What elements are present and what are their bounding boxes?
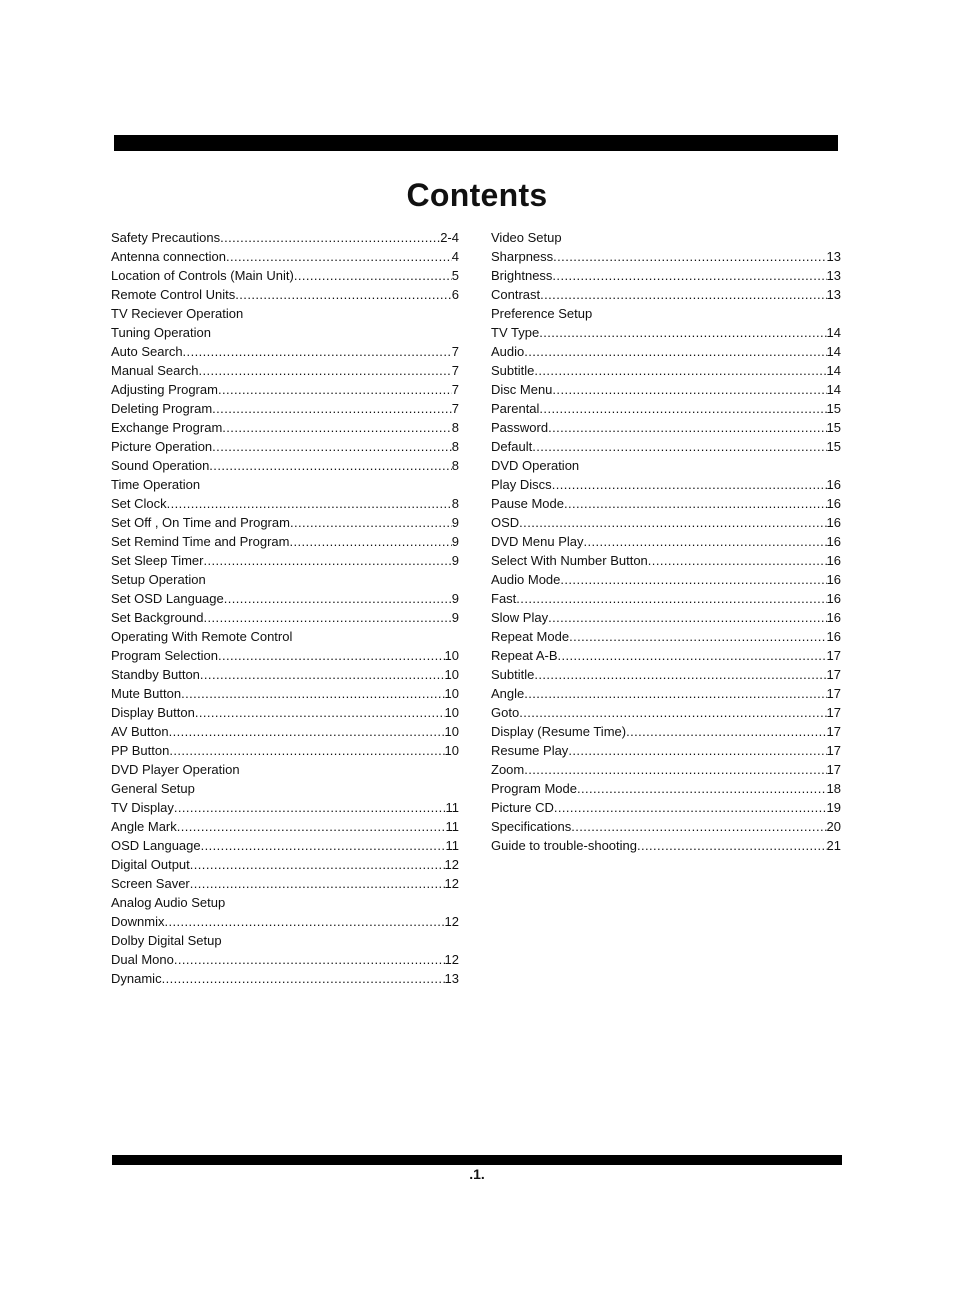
- toc-entry-page: 17: [826, 743, 841, 758]
- toc-leader-dots: [519, 513, 826, 532]
- toc-entry: [111, 266, 459, 285]
- toc-entry: [491, 513, 841, 532]
- toc-entry-label: Preference Setup: [491, 306, 593, 321]
- toc-entry: [491, 342, 841, 361]
- toc-entry-label: Angle Mark: [111, 819, 177, 834]
- toc-entry-page: 17: [826, 724, 841, 739]
- page-title: Contents: [406, 177, 548, 213]
- toc-entry-label: Antenna connection: [111, 249, 226, 264]
- toc-entry-page: 11: [445, 800, 459, 815]
- toc-entry-page: 10: [444, 667, 459, 682]
- toc-leader-dots: [190, 855, 445, 874]
- toc-left-column: [111, 228, 459, 988]
- toc-entry-label: Adjusting Program: [111, 382, 218, 397]
- toc-leader-dots: [532, 437, 826, 456]
- toc-entry: [111, 247, 459, 266]
- toc-leader-dots: [524, 342, 826, 361]
- toc-entry: [491, 266, 841, 285]
- toc-entry: [491, 570, 841, 589]
- toc-leader-dots: [212, 399, 452, 418]
- toc-entry-label: Picture CD: [491, 800, 554, 815]
- toc-leader-dots: [235, 285, 451, 304]
- toc-leader-dots: [539, 323, 826, 342]
- toc-entry: [111, 608, 459, 627]
- toc-entry-page: 16: [826, 534, 841, 549]
- toc-entry-label: Standby Button: [111, 667, 200, 682]
- toc-entry-label: Set Clock: [111, 496, 167, 511]
- toc-entry-page: 12: [444, 876, 459, 891]
- toc-leader-dots: [224, 589, 452, 608]
- toc-entry-page: 13: [444, 971, 459, 986]
- toc-entry-label: Guide to trouble-shooting: [491, 838, 637, 853]
- toc-leader-dots: [637, 836, 827, 855]
- toc-entry-label: Angle: [491, 686, 525, 701]
- toc-leader-dots: [212, 437, 452, 456]
- toc-entry-page: 12: [444, 914, 459, 929]
- toc-leader-dots: [524, 760, 826, 779]
- toc-leader-dots: [169, 722, 445, 741]
- toc-entry-label: Exchange Program: [111, 420, 223, 435]
- toc-entry-label: Pause Mode: [491, 496, 564, 511]
- toc-entry: [491, 380, 841, 399]
- toc-entry-page: 7: [451, 401, 459, 416]
- toc-entry-page: 16: [826, 629, 841, 644]
- toc-entry: [491, 247, 841, 266]
- toc-leader-dots: [169, 741, 444, 760]
- toc-entry-page: 10: [444, 743, 459, 758]
- toc-entry-label: Safety Precautions: [111, 230, 221, 245]
- toc-leader-dots: [648, 551, 827, 570]
- toc-entry-label: Goto: [491, 705, 520, 720]
- toc-entry-page: 19: [826, 800, 841, 815]
- toc-leader-dots: [519, 703, 826, 722]
- toc-entry-page: 16: [826, 496, 841, 511]
- toc-entry: [491, 418, 841, 437]
- toc-entry-page: 16: [826, 610, 841, 625]
- toc-entry: [491, 361, 841, 380]
- toc-leader-dots: [516, 589, 826, 608]
- toc-entry-label: Subtitle: [491, 363, 535, 378]
- toc-leader-dots: [553, 247, 826, 266]
- toc-entry: [491, 437, 841, 456]
- toc-entry-label: DVD Player Operation: [111, 762, 240, 777]
- toc-entry-label: Operating With Remote Control: [111, 629, 293, 644]
- toc-entry-label: Remote Control Units: [111, 287, 236, 302]
- toc-entry: [111, 342, 459, 361]
- toc-leader-dots: [534, 665, 826, 684]
- toc-entry: [111, 722, 459, 741]
- toc-entry-label: Set Sleep Timer: [111, 553, 204, 568]
- toc-entry: [491, 589, 841, 608]
- toc-section-heading: [111, 760, 459, 779]
- page-number: .1.: [469, 1166, 485, 1182]
- toc-entry-page: 9: [451, 534, 459, 549]
- toc-entry: [491, 665, 841, 684]
- toc-entry-label: Downmix: [111, 914, 165, 929]
- toc-entry-label: Specifications: [491, 819, 572, 834]
- toc-leader-dots: [524, 684, 826, 703]
- toc-entry-page: 10: [444, 686, 459, 701]
- toc-entry: [111, 703, 459, 722]
- toc-leader-dots: [181, 684, 444, 703]
- toc-entry: [111, 798, 459, 817]
- toc-entry-label: Deleting Program: [111, 401, 213, 416]
- toc-entry-label: Parental: [491, 401, 540, 416]
- toc-leader-dots: [218, 646, 445, 665]
- toc-entry: [491, 646, 841, 665]
- toc-entry: [491, 323, 841, 342]
- toc-entry-label: Password: [491, 420, 549, 435]
- toc-entry: [111, 589, 459, 608]
- toc-entry-label: Repeat A-B: [491, 648, 558, 663]
- toc-leader-dots: [568, 741, 826, 760]
- toc-entry-page: 13: [826, 268, 841, 283]
- toc-entry-page: 11: [445, 838, 459, 853]
- toc-leader-dots: [564, 494, 827, 513]
- toc-entry-page: 14: [826, 325, 841, 340]
- toc-entry: [111, 456, 459, 475]
- toc-entry: [111, 494, 459, 513]
- toc-entry-label: Analog Audio Setup: [111, 895, 226, 910]
- toc-entry-page: 13: [826, 287, 841, 302]
- toc-entry-page: 12: [444, 952, 459, 967]
- toc-entry-label: Play Discs: [491, 477, 552, 492]
- toc-entry: [111, 532, 459, 551]
- toc-entry-page: 17: [826, 705, 841, 720]
- toc-entry: [491, 760, 841, 779]
- toc-entry-page: 16: [826, 477, 841, 492]
- toc-leader-dots: [204, 551, 452, 570]
- toc-entry-label: Fast: [491, 591, 517, 606]
- toc-entry: [491, 475, 841, 494]
- toc-leader-dots: [548, 418, 826, 437]
- toc-entry-label: Zoom: [491, 762, 525, 777]
- toc-leader-dots: [226, 247, 452, 266]
- toc-entry-label: Auto Search: [111, 344, 183, 359]
- toc-leader-dots: [220, 228, 440, 247]
- toc-section-heading: [111, 893, 459, 912]
- toc-leader-dots: [534, 361, 826, 380]
- toc-entry-label: Audio: [491, 344, 525, 359]
- toc-leader-dots: [289, 532, 451, 551]
- toc-entry-label: Disc Menu: [491, 382, 553, 397]
- toc-entry-label: Set Remind Time and Program: [111, 534, 290, 549]
- toc-entry-label: PP Button: [111, 743, 170, 758]
- toc-leader-dots: [552, 380, 826, 399]
- toc-entry-label: Time Operation: [111, 477, 201, 492]
- toc-entry: [111, 741, 459, 760]
- toc-entry-label: OSD: [491, 515, 520, 530]
- toc-entry-label: Select With Number Button: [491, 553, 648, 568]
- toc-leader-dots: [209, 456, 451, 475]
- toc-leader-dots: [167, 494, 452, 513]
- toc-entry: [491, 551, 841, 570]
- toc-leader-dots: [198, 361, 451, 380]
- toc-entry-page: 12: [444, 857, 459, 872]
- toc-entry-page: 15: [826, 439, 841, 454]
- toc-entry-label: Resume Play: [491, 743, 569, 758]
- toc-entry-page: 7: [451, 344, 459, 359]
- toc-leader-dots: [218, 380, 452, 399]
- toc-leader-dots: [558, 646, 827, 665]
- toc-leader-dots: [626, 722, 826, 741]
- toc-leader-dots: [174, 798, 446, 817]
- toc-entry-label: Slow Play: [491, 610, 549, 625]
- toc-entry-page: 5: [451, 268, 459, 283]
- toc-leader-dots: [164, 912, 444, 931]
- toc-entry-label: Default: [491, 439, 533, 454]
- toc-entry-page: 9: [451, 591, 459, 606]
- toc-entry-page: 17: [826, 686, 841, 701]
- toc-entry-page: 4: [451, 249, 459, 264]
- toc-entry: [111, 969, 459, 988]
- toc-entry: [111, 551, 459, 570]
- toc-entry-page: 10: [444, 705, 459, 720]
- toc-leader-dots: [294, 266, 452, 285]
- toc-entry-label: Mute Button: [111, 686, 182, 701]
- toc-section-heading: [111, 627, 459, 646]
- footer-rule: [112, 1155, 842, 1165]
- toc-entry-page: 14: [826, 344, 841, 359]
- toc-entry-label: Set Background: [111, 610, 204, 625]
- toc-section-heading: [111, 570, 459, 589]
- toc-entry-label: Audio Mode: [491, 572, 561, 587]
- toc-entry: [111, 874, 459, 893]
- toc-entry-label: OSD Language: [111, 838, 201, 853]
- toc-entry-page: 15: [826, 420, 841, 435]
- toc-right-column: [491, 228, 841, 855]
- toc-entry-page: 9: [451, 553, 459, 568]
- toc-entry-page: 13: [826, 249, 841, 264]
- toc-entry-page: 16: [826, 553, 841, 568]
- toc-entry-page: 21: [826, 838, 841, 853]
- toc-entry-page: 18: [826, 781, 841, 796]
- toc-entry-page: 8: [451, 439, 459, 454]
- toc-leader-dots: [290, 513, 452, 532]
- toc-entry-page: 17: [826, 667, 841, 682]
- toc-entry-label: Sharpness: [491, 249, 554, 264]
- toc-entry-label: AV Button: [111, 724, 169, 739]
- toc-entry-page: 16: [826, 572, 841, 587]
- toc-entry: [111, 437, 459, 456]
- toc-entry: [111, 912, 459, 931]
- toc-leader-dots: [560, 570, 826, 589]
- toc-entry: [491, 494, 841, 513]
- toc-entry: [111, 817, 459, 836]
- toc-entry-page: 9: [451, 515, 459, 530]
- toc-entry-label: Picture Operation: [111, 439, 213, 454]
- toc-entry-label: Subtitle: [491, 667, 535, 682]
- toc-leader-dots: [204, 608, 452, 627]
- toc-entry: [491, 836, 841, 855]
- toc-entry-page: 14: [826, 363, 841, 378]
- toc-section-heading: [491, 304, 841, 323]
- toc-entry-label: TV Display: [111, 800, 174, 815]
- toc-entry: [111, 285, 459, 304]
- toc-leader-dots: [554, 798, 827, 817]
- toc-leader-dots: [174, 950, 445, 969]
- toc-leader-dots: [552, 266, 826, 285]
- toc-entry-page: 8: [451, 496, 459, 511]
- toc-entry-label: Repeat Mode: [491, 629, 570, 644]
- toc-entry-page: 7: [451, 363, 459, 378]
- toc-entry-page: 8: [451, 458, 459, 473]
- toc-entry-page: 14: [826, 382, 841, 397]
- toc-leader-dots: [552, 475, 827, 494]
- toc-entry: [111, 361, 459, 380]
- toc-entry: [111, 380, 459, 399]
- toc-entry-label: Program Mode: [491, 781, 577, 796]
- toc-entry-page: 17: [826, 648, 841, 663]
- toc-entry: [491, 285, 841, 304]
- toc-entry-label: Tuning Operation: [111, 325, 211, 340]
- toc-leader-dots: [201, 836, 446, 855]
- toc-entry-page: 9: [451, 610, 459, 625]
- toc-entry-page: 17: [826, 762, 841, 777]
- toc-section-heading: [491, 456, 841, 475]
- toc-entry: [111, 418, 459, 437]
- toc-leader-dots: [177, 817, 446, 836]
- toc-leader-dots: [577, 779, 827, 798]
- toc-leader-dots: [200, 665, 445, 684]
- toc-entry-label: Digital Output: [111, 857, 190, 872]
- toc-entry: [491, 532, 841, 551]
- toc-entry-label: Dolby Digital Setup: [111, 933, 222, 948]
- toc-leader-dots: [222, 418, 451, 437]
- toc-entry-label: Set OSD Language: [111, 591, 224, 606]
- toc-leader-dots: [195, 703, 445, 722]
- toc-entry-label: Contrast: [491, 287, 541, 302]
- toc-entry: [111, 646, 459, 665]
- toc-entry-label: Setup Operation: [111, 572, 206, 587]
- toc-leader-dots: [548, 608, 826, 627]
- toc-entry-label: TV Type: [491, 325, 540, 340]
- toc-entry: [491, 684, 841, 703]
- toc-section-heading: [111, 931, 459, 950]
- toc-leader-dots: [583, 532, 826, 551]
- toc-entry-label: Display Button: [111, 705, 195, 720]
- toc-entry: [111, 950, 459, 969]
- toc-entry-label: Program Selection: [111, 648, 218, 663]
- toc-entry: [491, 798, 841, 817]
- toc-entry-page: 15: [826, 401, 841, 416]
- toc-entry-label: Screen Saver: [111, 876, 190, 891]
- toc-section-heading: [111, 779, 459, 798]
- toc-entry: [491, 703, 841, 722]
- toc-entry-label: Dual Mono: [111, 952, 174, 967]
- toc-leader-dots: [569, 627, 826, 646]
- toc-entry: [491, 741, 841, 760]
- toc-entry-label: Set Off , On Time and Program: [111, 515, 290, 530]
- toc-leader-dots: [571, 817, 826, 836]
- toc-entry: [491, 399, 841, 418]
- toc-entry-page: 20: [826, 819, 841, 834]
- toc-entry: [491, 722, 841, 741]
- toc-leader-dots: [162, 969, 445, 988]
- toc-entry-label: Manual Search: [111, 363, 199, 378]
- toc-entry: [111, 855, 459, 874]
- toc-entry: [111, 684, 459, 703]
- toc-section-heading: [111, 323, 459, 342]
- toc-entry-label: TV Reciever Operation: [111, 306, 244, 321]
- toc-entry-label: DVD Menu Play: [491, 534, 584, 549]
- toc-section-heading: [111, 475, 459, 494]
- toc-entry-label: Video Setup: [491, 230, 562, 245]
- toc-entry: [111, 665, 459, 684]
- toc-entry-page: 2-4: [440, 230, 459, 245]
- toc-entry-label: Display (Resume Time): [491, 724, 627, 739]
- toc-leader-dots: [540, 285, 826, 304]
- toc-entry-page: 10: [444, 724, 459, 739]
- toc-entry: [491, 627, 841, 646]
- toc-section-heading: [111, 304, 459, 323]
- toc-entry-label: Location of Controls (Main Unit): [111, 268, 294, 283]
- toc-entry: [491, 817, 841, 836]
- toc-leader-dots: [190, 874, 445, 893]
- toc-entry-page: 16: [826, 591, 841, 606]
- header-rule: [114, 135, 838, 151]
- toc-entry-page: 7: [451, 382, 459, 397]
- toc-entry-page: 11: [445, 819, 459, 834]
- toc-entry-label: General Setup: [111, 781, 195, 796]
- toc-section-heading: [491, 228, 841, 247]
- toc-entry-label: Sound Operation: [111, 458, 210, 473]
- toc-entry-page: 16: [826, 515, 841, 530]
- toc-entry-page: 8: [451, 420, 459, 435]
- toc-entry-page: 10: [444, 648, 459, 663]
- toc-leader-dots: [539, 399, 826, 418]
- toc-entry: [491, 608, 841, 627]
- toc-entry-label: DVD Operation: [491, 458, 580, 473]
- toc-entry: [491, 779, 841, 798]
- toc-entry: [111, 836, 459, 855]
- toc-entry: [111, 399, 459, 418]
- toc-entry-label: Dynamic: [111, 971, 162, 986]
- toc-leader-dots: [183, 342, 452, 361]
- toc-entry: [111, 228, 459, 247]
- toc-entry: [111, 513, 459, 532]
- toc-entry-label: Brightness: [491, 268, 553, 283]
- toc-entry-page: 6: [451, 287, 459, 302]
